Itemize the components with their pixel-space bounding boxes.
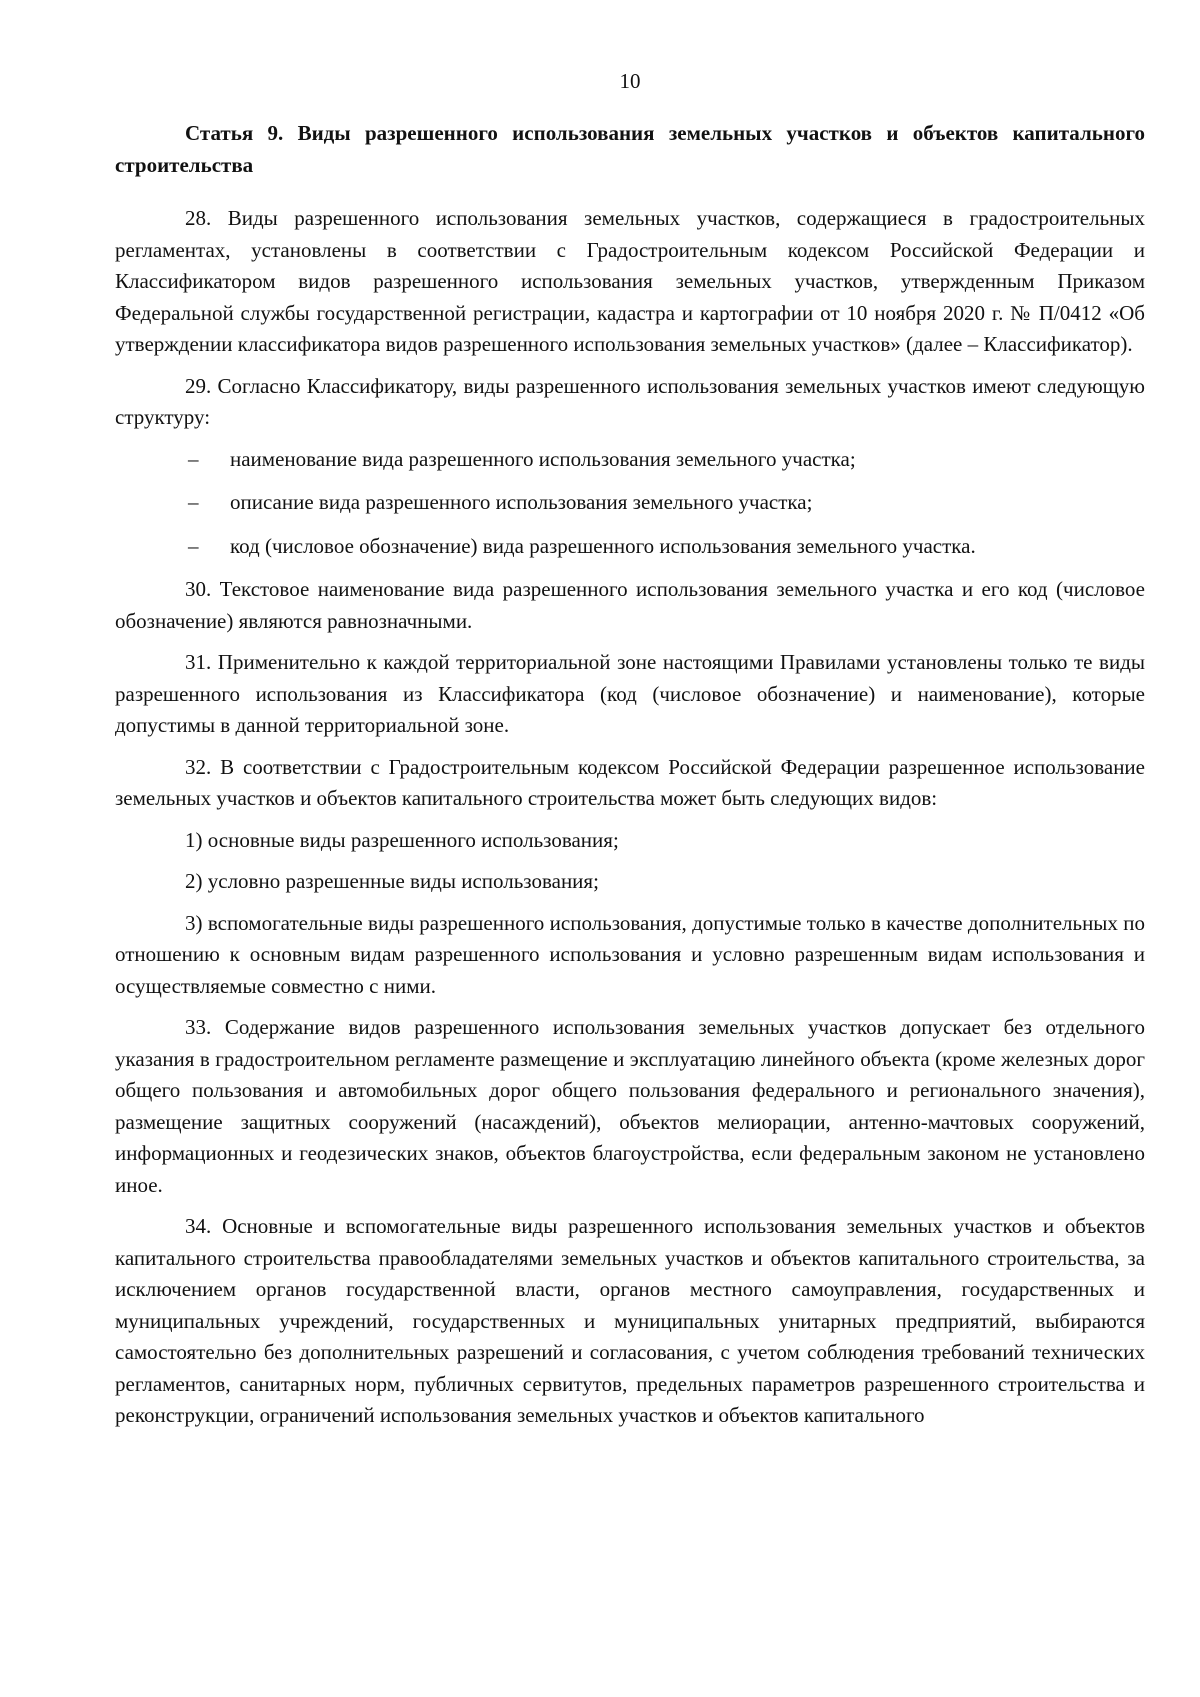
numbered-item-2: 2) условно разрешенные виды использования; (185, 869, 599, 893)
list-item (115, 487, 1145, 519)
dash-marker: – (188, 446, 199, 471)
dash-marker: – (188, 490, 199, 514)
list-item-text: наименование вида разрешенного использования земельного участка; (230, 446, 856, 471)
paragraph-32: 32. В соответствии с Градостроительным кодексом Российской Федерации разрешенное использование земельных участков и объектов капитального строительства может быть следующих видов: (115, 754, 1145, 810)
paragraph-29: 29. Согласно Классификатору, виды разрешенного использования земельных участков имеют следующую структуру: (115, 373, 1145, 429)
numbered-item-3: 3) вспомогательные виды разрешенного использования, допустимые только в качестве дополнительных по отношению к основным видам разрешенного использования и условно разрешенным видам использования и осуществляемые совместно с ними. (115, 910, 1145, 998)
article-heading: Статья 9. Виды разрешенного использования земельных участков и объектов капитального строительства (115, 121, 1145, 177)
list-item (115, 444, 1145, 476)
paragraph-34: 34. Основные и вспомогательные виды разрешенного использования земельных участков и объектов капитального строительства правообладателями земельных участков и объектов капитального строительства, за исключением органов государственной власти, органов местного самоуправления, государственных и муниципальных учреждений, государственных и муниципальных унитарных предприятий, выбираются самостоятельно без дополнительных разрешений и согласования, с учетом соблюдения требований технических регламентов, санитарных норм, публичных сервитутов, предельных параметров разрешенного строительства и реконструкции, ограничений использования земельных участков и объектов капитального (115, 1214, 1145, 1427)
list-item-text: код (числовое обозначение) вида разрешенного использования земельного участка. (230, 533, 976, 558)
paragraph-30: 30. Текстовое наименование вида разрешенного использования земельного участка и его код (числовое обозначение) являются равнозначными. (115, 577, 1145, 633)
list-item (115, 531, 1145, 563)
dash-marker: – (188, 533, 199, 558)
paragraph-28: 28. Виды разрешенного использования земельных участков, содержащиеся в градостроительных регламентах, установлены в соответствии с Градостроительным кодексом Российской Федерации и Классификатором видов разрешенного использования земельных участков, утвержденным Приказом Федеральной службы государственной регистрации, кадастра и картографии от 10 ноября 2020 г. № П/0412 «Об утверждении классификатора видов разрешенного использования земельных участков» (далее – Классификатор). (115, 206, 1145, 356)
list-item-text: описание вида разрешенного использования земельного участка; (230, 490, 813, 514)
page-number: 10 (619, 69, 641, 93)
paragraph-33: 33. Содержание видов разрешенного использования земельных участков допускает без отдельного указания в градостроительном регламенте размещение и эксплуатацию линейного объекта (кроме железных дорог общего пользования и автомобильных дорог общего пользования федерального и регионального значения), размещение защитных сооружений (насаждений), объектов мелиорации, антенно-мачтовых сооружений, информационных и геодезических знаков, объектов благоустройства, если федеральным законом не установлено иное. (115, 1015, 1145, 1197)
document-page (115, 60, 1145, 1442)
numbered-item-1: 1) основные виды разрешенного использования; (185, 827, 619, 852)
paragraph-31: 31. Применительно к каждой территориальной зоне настоящими Правилами установлены только те виды разрешенного использования из Классификатора (код (числовое обозначение) и наименование), которые допустимы в данной территориальной зоне. (115, 650, 1145, 737)
